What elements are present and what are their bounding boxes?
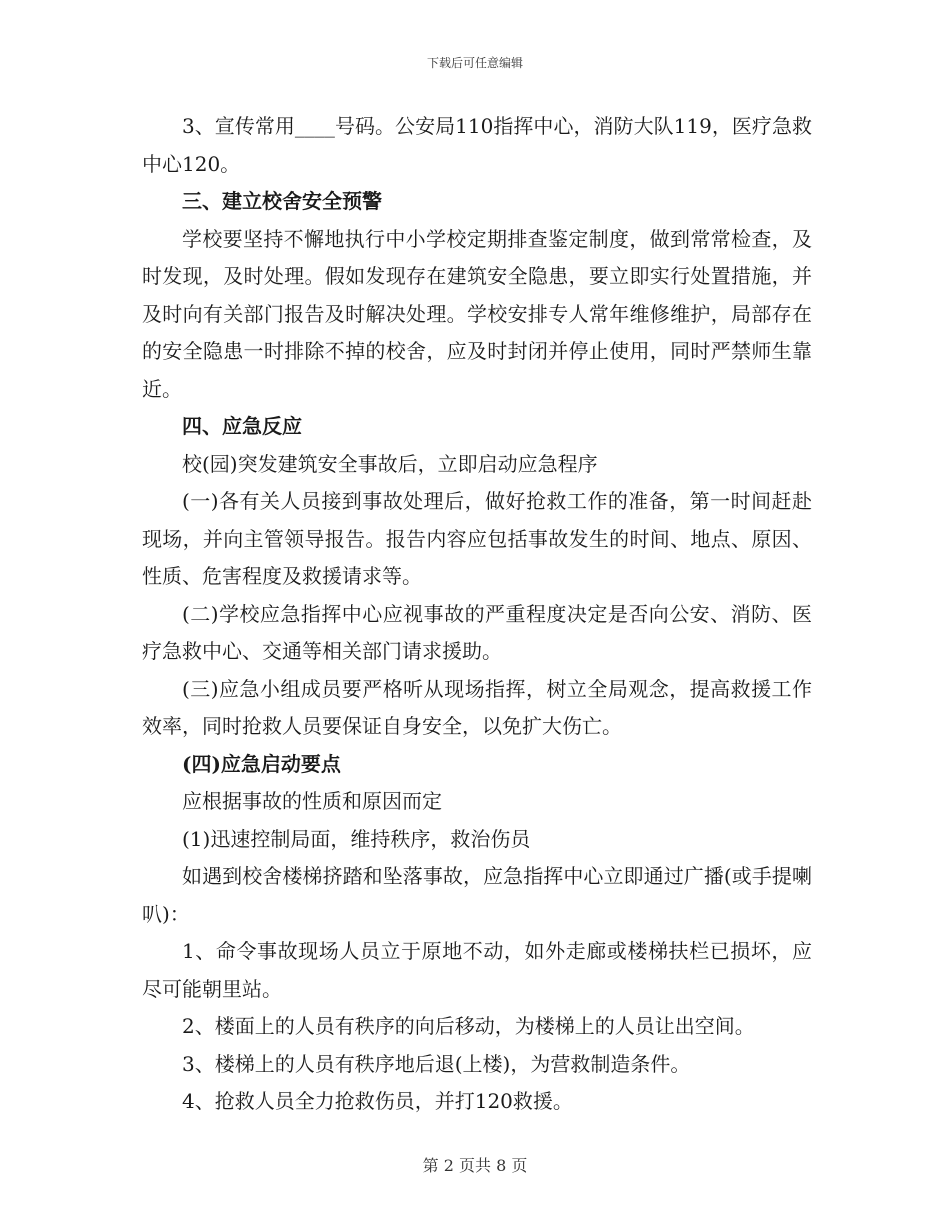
paragraph-11: (1)迅速控制局面，维持秩序，救治伤员 — [182, 826, 531, 851]
page-footer: 第 2 页共 8 页 — [422, 1156, 528, 1175]
document-body — [142, 108, 812, 1121]
paragraph-7: (二)学校应急指挥中心应视事故的严重程度决定是否向公安、消防、医疗急救中心、交通等相关部门请求援助。 — [142, 601, 812, 663]
paragraph-8: (三)应急小组成员要严格听从现场指挥，树立全局观念，提高救援工作效率，同时抢救人员要保证自身安全，以免扩大伤亡。 — [142, 676, 812, 738]
paragraph-1: 3、宣传常用____号码。公安局110指挥中心，消防大队119，医疗急救中心120。 — [142, 114, 812, 176]
paragraph-6: (一)各有关人员接到事故处理后，做好抢救工作的准备，第一时间赶赴现场，并向主管领导报告。报告内容应包括事故发生的时间、地点、原因、性质、危害程度及救援请求等。 — [142, 489, 812, 588]
section-heading-3: 三、建立校舍安全预警 — [182, 189, 382, 213]
paragraph-5: 校(园)突发建筑安全事故后，立即启动应急程序 — [182, 451, 598, 476]
page-header: 下载后可任意编辑 — [426, 56, 523, 70]
list-item-3: 3、楼梯上的人员有秩序地后退(上楼)，为营救制造条件。 — [182, 1051, 691, 1076]
list-item-4: 4、抢救人员全力抢救伤员，并打120救援。 — [182, 1089, 573, 1113]
section-heading-4: 四、应急反应 — [182, 414, 302, 438]
subsection-heading-4: (四)应急启动要点 — [182, 751, 341, 776]
paragraph-10: 应根据事故的性质和原因而定 — [182, 789, 442, 813]
paragraph-12: 如遇到校舍楼梯挤踏和坠落事故，应急指挥中心立即通过广播(或手提喇叭)： — [142, 864, 812, 926]
list-item-1: 1、命令事故现场人员立于原地不动，如外走廊或楼梯扶栏已损坏，应尽可能朝里站。 — [142, 939, 812, 1001]
paragraph-3: 学校要坚持不懈地执行中小学校定期排查鉴定制度，做到常常检查，及时发现，及时处理。假如发现存在建筑安全隐患，要立即实行处置措施，并及时向有关部门报告及时解决处理。学校安排专人常年维修维护，局部存在的安全隐患一时排除不掉的校舍，应及时封闭并停止使用，同时严禁师生靠近。 — [142, 226, 812, 401]
list-item-2: 2、楼面上的人员有秩序的向后移动，为楼梯上的人员让出空间。 — [182, 1014, 755, 1038]
